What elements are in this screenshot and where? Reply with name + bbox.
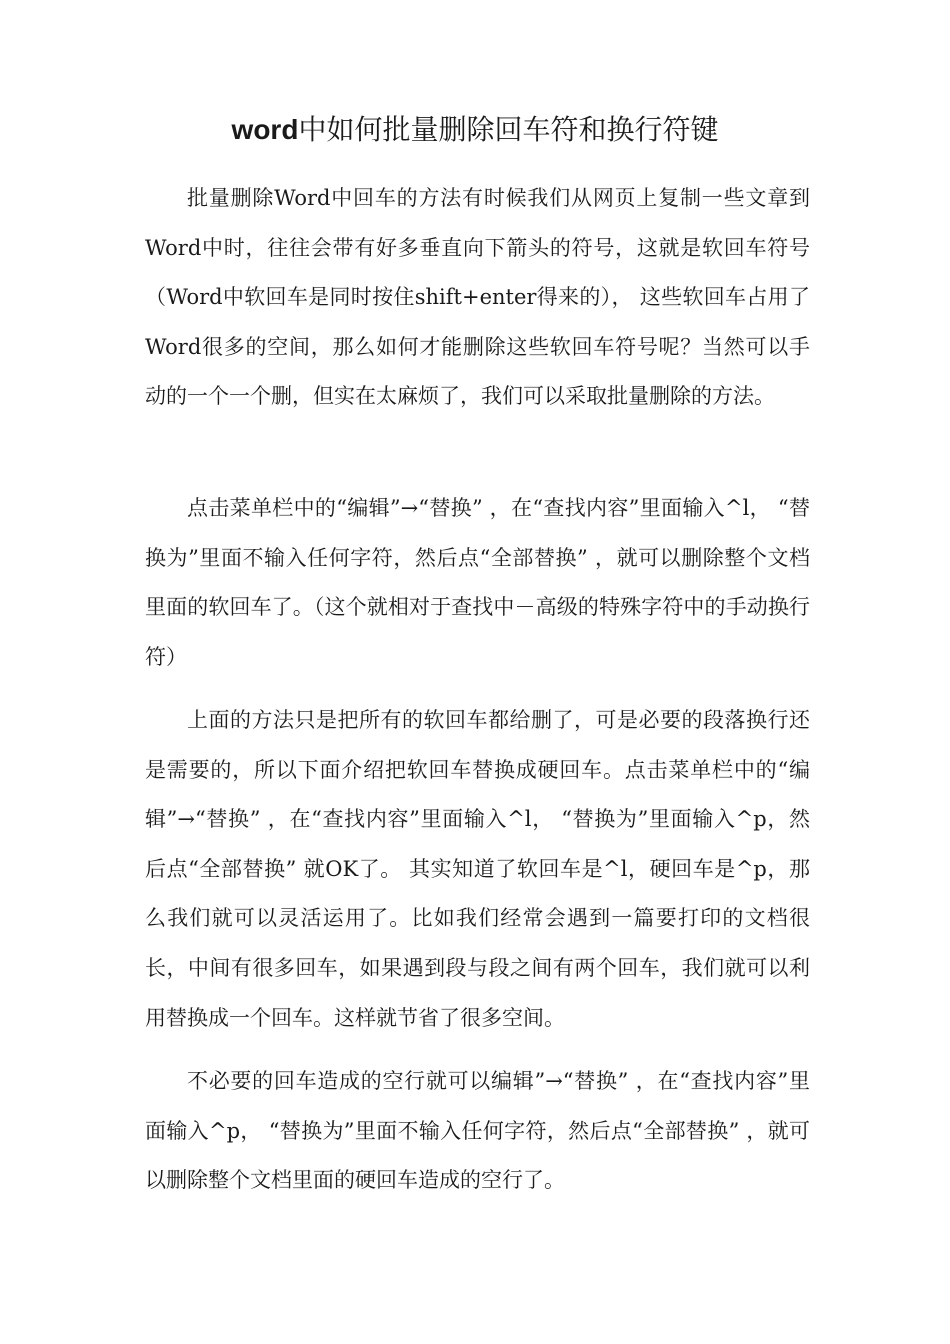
paragraph-2: 点击菜单栏中的“编辑”→“替换” ，在“查找内容”里面输入^l， “替换为”里面不输入任何字符，然后点“全部替换” ，就可以删除整个文档里面的软回车了。（这个就相对于查找中－高级的特殊字符中的手动换行符）	[145, 496, 810, 669]
title-keyword: word	[231, 114, 299, 145]
title-text: 中如何批量删除回车符和换行符键	[298, 113, 719, 146]
document-title	[0, 110, 950, 150]
paragraph-3: 上面的方法只是把所有的软回车都给删了，可是必要的段落换行还是需要的，所以下面介绍把软回车替换成硬回车。点击菜单栏中的“编辑”→“替换” ，在“查找内容”里面输入^l， “替换为”里面输入^p，然后点“全部替换” 就OK了。 其实知道了软回车是^l，硬回车是^p，那么我们就可以灵活运用了。比如我们经常会遇到一篇要打印的文档很长，中间有很多回车，如果遇到段与段之间有两个回车，我们就可以利用替换成一个回车。这样就节省了很多空间。	[145, 708, 810, 1030]
paragraph-1: 批量删除Word中回车的方法有时候我们从网页上复制一些文章到Word中时，往往会带有好多垂直向下箭头的符号，这就是软回车符号（Word中软回车是同时按住shift+enter得来的）， 这些软回车占用了Word很多的空间，那么如何才能删除这些软回车符号呢？当然可以手动的一个一个删，但实在太麻烦了，我们可以采取批量删除的方法。	[145, 186, 810, 409]
paragraph-4: 不必要的回车造成的空行就可以编辑”→“替换” ，在“查找内容”里面输入^p， “替换为”里面不输入任何字符，然后点“全部替换” ，就可以删除整个文档里面的硬回车造成的空行了。	[145, 1069, 810, 1193]
